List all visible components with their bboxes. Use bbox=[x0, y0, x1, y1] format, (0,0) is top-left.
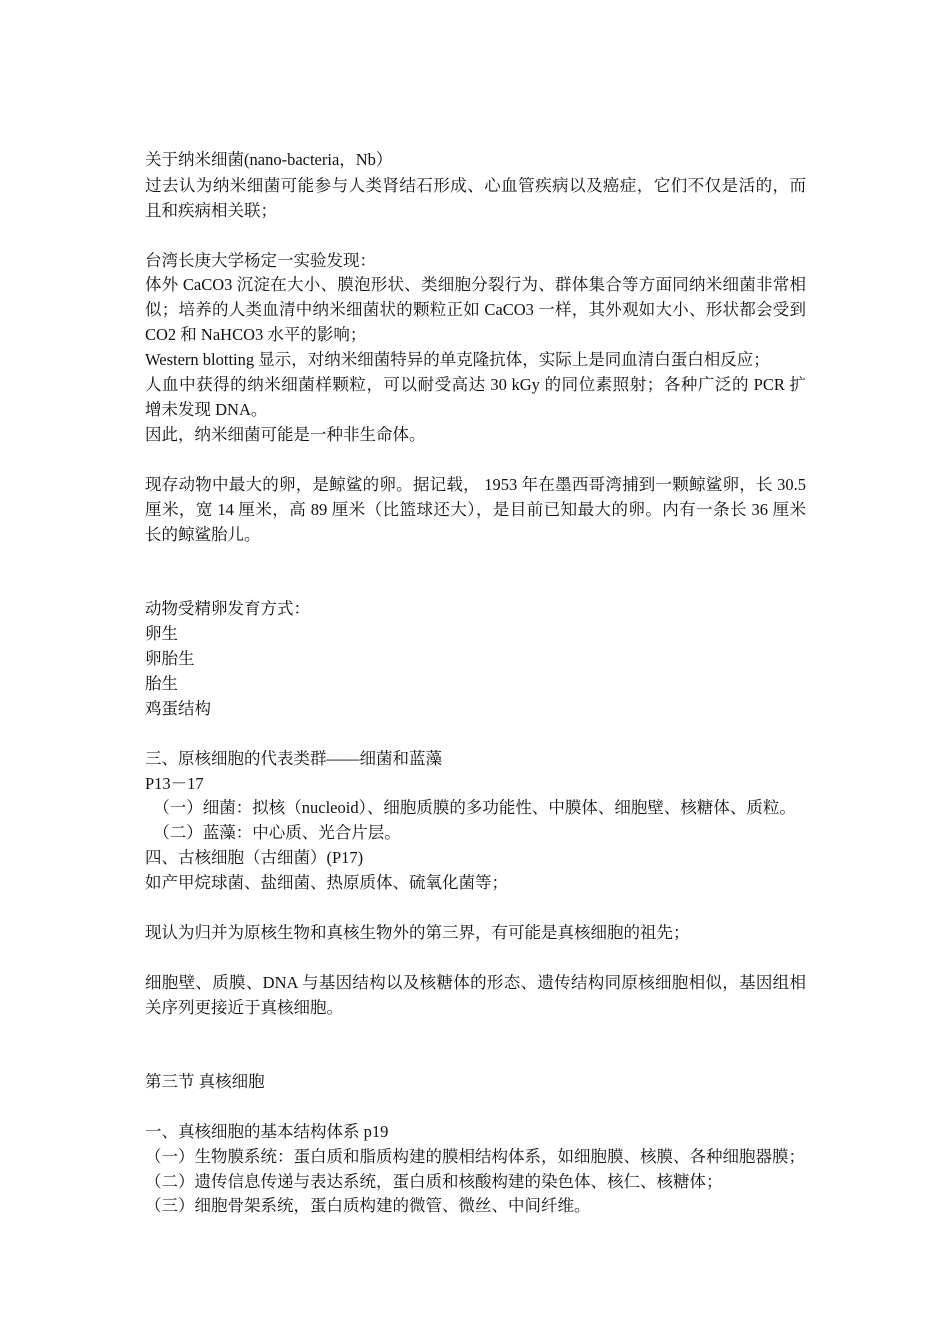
text-line: 现存动物中最大的卵，是鲸鲨的卵。据记载， 1953 年在墨西哥湾捕到一颗鲸鲨卵，长 30.5 bbox=[145, 475, 806, 494]
text-line: （一）生物膜系统：蛋白质和脂质构建的膜相结构体系，如细胞膜、核膜、各种细胞器膜； bbox=[145, 1147, 805, 1166]
list-item: 卵胎生 bbox=[145, 649, 195, 668]
heading-nanobacteria: 关于纳米细菌(nano-bacteria，Nb） bbox=[145, 150, 393, 169]
text-line: Western blotting 显示，对纳米细菌特异的单克隆抗体，实际上是同血清白蛋白相反应； bbox=[145, 350, 770, 369]
text-line: CO2 和 NaHCO3 水平的影响； bbox=[145, 325, 367, 344]
text-line: 体外 CaCO3 沉淀在大小、膜泡形状、类细胞分裂行为、群体集合等方面同纳米细菌非常相 bbox=[145, 275, 806, 294]
text-line: 似；培养的人类血清中纳米细菌状的颗粒正如 CaCO3 一样，其外观如大小、形状都会受到 bbox=[145, 300, 806, 319]
text-line: 长的鲸鲨胎儿。 bbox=[145, 525, 261, 544]
text-line: （三）细胞骨架系统，蛋白质构建的微管、微丝、中间纤维。 bbox=[145, 1196, 591, 1215]
text-line: 增未发现 DNA。 bbox=[145, 400, 268, 419]
text-line: （二）遗传信息传递与表达系统，蛋白质和核酸构建的染色体、核仁、核糖体； bbox=[145, 1172, 723, 1191]
text-line: 如产甲烷球菌、盐细菌、热原质体、硫氧化菌等； bbox=[145, 873, 508, 892]
text-line: 台湾长庚大学杨定一实验发现： bbox=[145, 251, 376, 270]
section-heading: 一、真核细胞的基本结构体系 p19 bbox=[145, 1122, 389, 1141]
text-line: 且和疾病相关联； bbox=[145, 201, 277, 220]
section-heading: 第三节 真核细胞 bbox=[145, 1072, 265, 1091]
text-line: （二）蓝藻：中心质、光合片层。 bbox=[145, 823, 401, 842]
text-line: P13－17 bbox=[145, 774, 204, 793]
section-heading: 四、古核细胞（古细菌）(P17) bbox=[145, 848, 364, 867]
text-line: 现认为归并为原核生物和真核生物外的第三界，有可能是真核细胞的祖先； bbox=[145, 923, 690, 942]
section-heading: 三、原核细胞的代表类群——细菌和蓝藻 bbox=[145, 749, 442, 768]
list-item: 鸡蛋结构 bbox=[145, 699, 211, 718]
text-line: 关序列更接近于真核细胞。 bbox=[145, 998, 343, 1017]
text-line: 过去认为纳米细菌可能参与人类肾结石形成、心血管疾病以及癌症，它们不仅是活的，而 bbox=[145, 176, 806, 195]
list-item: 胎生 bbox=[145, 674, 178, 693]
text-line: 厘米，宽 14 厘米，高 89 厘米（比篮球还大），是目前已知最大的卵。内有一条长 36 厘米 bbox=[145, 500, 806, 519]
list-item: 卵生 bbox=[145, 624, 178, 643]
text-line: 因此，纳米细菌可能是一种非生命体。 bbox=[145, 425, 426, 444]
text-line: （一）细菌：拟核（nucleoid）、细胞质膜的多功能性、中膜体、细胞壁、核糖体、质粒。 bbox=[145, 798, 796, 817]
text-line: 细胞壁、质膜、DNA 与基因结构以及核糖体的形态、遗传结构同原核细胞相似，基因组相 bbox=[145, 973, 806, 992]
text-line: 人血中获得的纳米细菌样颗粒，可以耐受高达 30 kGy 的同位素照射；各种广泛的 PCR 扩 bbox=[145, 375, 806, 394]
text-line: 动物受精卵发育方式： bbox=[145, 599, 310, 618]
